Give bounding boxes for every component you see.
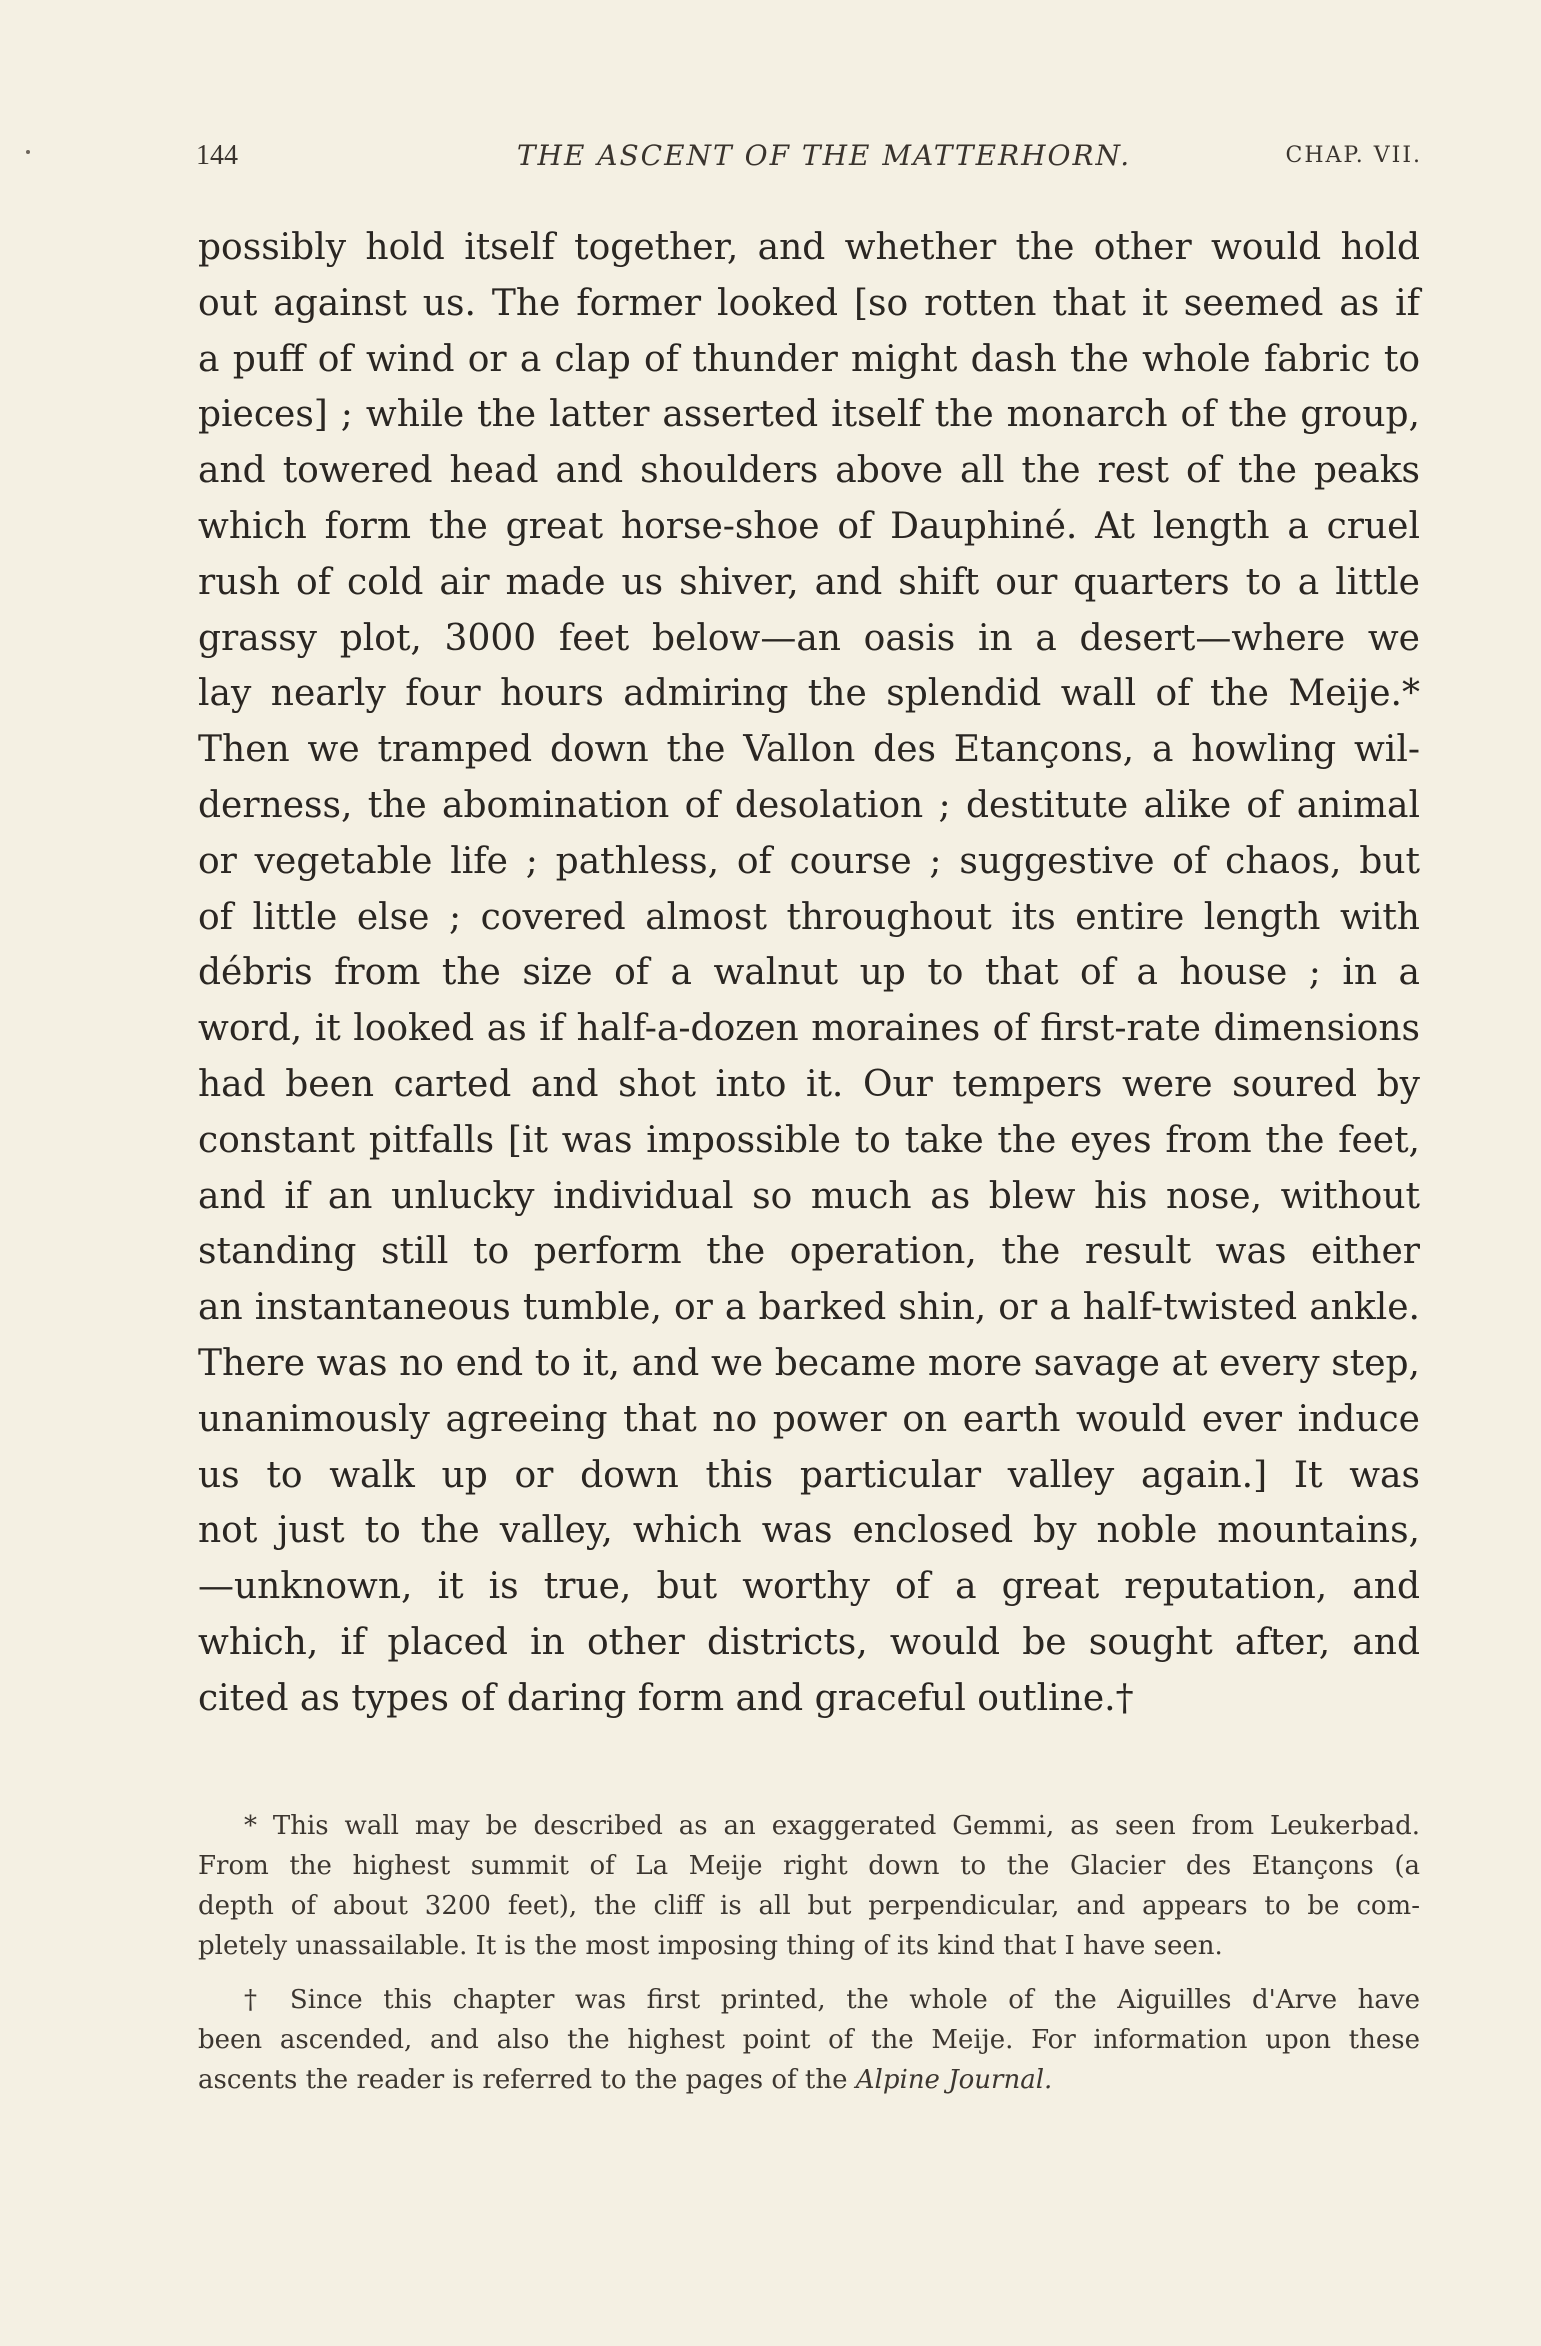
- journal-title: Alpine Journal.: [855, 2065, 1053, 2095]
- text-line: lay nearly four hours admiring the splendid wall of the Meije.*: [198, 673, 1420, 715]
- footnote-text: ascents the reader is referred to the pages of the: [198, 2065, 856, 2095]
- text-line: of little else ; covered almost throughout its entire length with: [198, 896, 1420, 938]
- footnote-line: [198, 2060, 1420, 2100]
- footnote-line: From the highest summit of La Meije right down to the Glacier des Etançons (a: [198, 1851, 1420, 1881]
- text-line: word, it looked as if half-a-dozen moraines of first-rate dimensions: [198, 1008, 1420, 1050]
- text-line: us to walk up or down this particular valley again.] It was: [198, 1454, 1420, 1496]
- text-line: which form the great horse-shoe of Dauphiné. At length a cruel: [198, 505, 1420, 547]
- text-line: an instantaneous tumble, or a barked shin, or a half-twisted ankle.: [198, 1287, 1420, 1329]
- text-line: There was no end to it, and we became more savage at every step,: [198, 1342, 1420, 1384]
- text-line: and if an unlucky individual so much as blew his nose, without: [198, 1175, 1420, 1217]
- footnote-line: been ascended, and also the highest point of the Meije. For information upon these: [198, 2025, 1420, 2055]
- text-line: out against us. The former looked [so rotten that it seemed as if: [198, 282, 1420, 324]
- text-line: rush of cold air made us shiver, and shift our quarters to a little: [198, 561, 1420, 603]
- running-title: THE ASCENT OF THE MATTERHORN.: [516, 139, 1132, 172]
- running-head: [196, 136, 1422, 176]
- text-line: possibly hold itself together, and whether the other would hold: [198, 227, 1420, 268]
- chapter-label: CHAP. VII.: [1285, 143, 1422, 168]
- body-paragraph: [198, 220, 1420, 1727]
- page-number: 144: [196, 140, 238, 171]
- text-line: a puff of wind or a clap of thunder might dash the whole fabric to: [198, 338, 1420, 380]
- footnote-line: depth of about 3200 feet), the cliff is all but perpendicular, and appears to be com-: [198, 1891, 1420, 1921]
- footnote-line: † Since this chapter was first printed, the whole of the Aiguilles d'Arve have: [244, 1985, 1420, 2015]
- footnote-line: * This wall may be described as an exaggerated Gemmi, as seen from Leukerbad.: [244, 1811, 1420, 1841]
- footnote-line: pletely unassailable. It is the most imposing thing of its kind that I have seen.: [198, 1931, 1223, 1961]
- text-line: débris from the size of a walnut up to that of a house ; in a: [198, 952, 1420, 994]
- text-line: grassy plot, 3000 feet below—an oasis in a desert—where we: [198, 617, 1420, 659]
- text-line: derness, the abomination of desolation ; destitute alike of animal: [198, 784, 1420, 826]
- footnotes: [198, 1806, 1420, 2100]
- text-line: or vegetable life ; pathless, of course ; suggestive of chaos, but: [198, 840, 1420, 882]
- text-line: had been carted and shot into it. Our tempers were soured by: [198, 1063, 1420, 1105]
- text-line: cited as types of daring form and graceful outline.†: [198, 1677, 1134, 1719]
- text-line: which, if placed in other districts, would be sought after, and: [198, 1621, 1420, 1663]
- text-line: —unknown, it is true, but worthy of a great reputation, and: [198, 1566, 1420, 1608]
- text-line: constant pitfalls [it was impossible to take the eyes from the feet,: [198, 1119, 1420, 1161]
- margin-mark: [26, 150, 30, 154]
- text-line: Then we tramped down the Vallon des Etançons, a howling wil-: [198, 729, 1420, 771]
- text-line: not just to the valley, which was enclosed by noble mountains,: [198, 1510, 1420, 1552]
- text-line: pieces] ; while the latter asserted itself the monarch of the group,: [198, 394, 1420, 436]
- text-line: standing still to perform the operation, the result was either: [198, 1231, 1420, 1273]
- text-line: and towered head and shoulders above all the rest of the peaks: [198, 450, 1420, 492]
- text-line: unanimously agreeing that no power on earth would ever induce: [198, 1398, 1420, 1440]
